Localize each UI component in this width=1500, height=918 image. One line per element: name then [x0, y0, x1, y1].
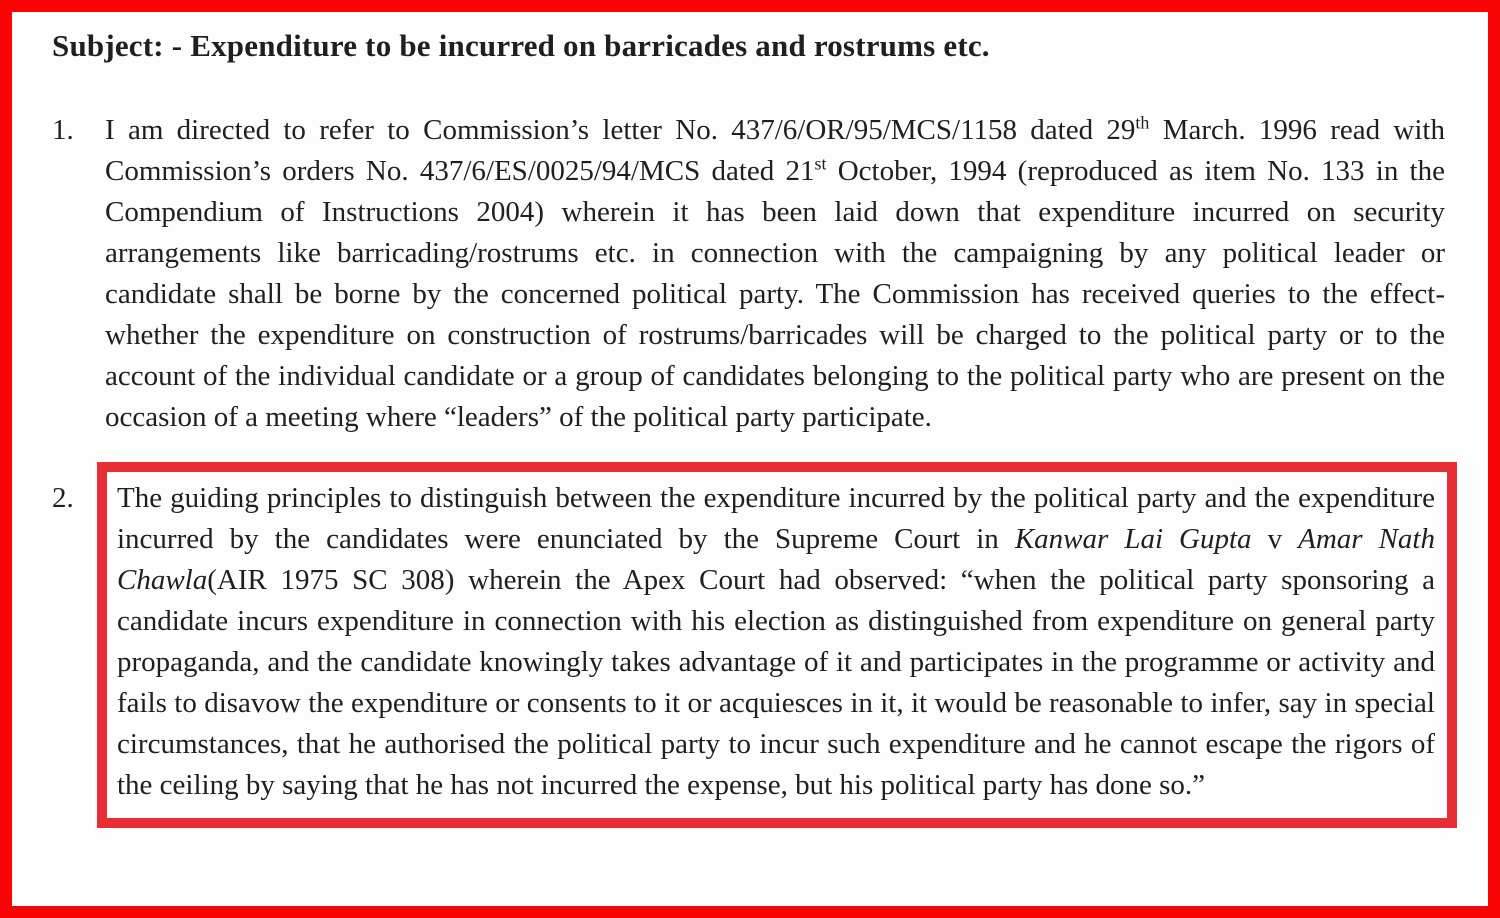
document-content [12, 12, 1488, 828]
paragraph-2-text: The guiding principles to distinguish between the expenditure incurred by the political party and the expenditure incurred by the candidates were enunciated by the Supreme Court in Kanwar Lai Gupta v Amar Nath Chawla(AIR 1975 SC 308) wherein the Apex Court had observed: “when the political party sponsoring a candidate incurs expenditure in connection with his election as distinguished from expenditure on general party propaganda, and the candidate knowingly takes advantage of it and participates in the programme or activity and fails to disavow the expenditure or consents to it or acquiesces in it, it would be reasonable to infer, say in special circumstances, that he authorised the political party to incur such expenditure and he cannot escape the rigors of the ceiling by saying that he has not incurred the expense, but his political party has done so.” [117, 482, 1435, 801]
paragraph-1-number: 1. [52, 114, 74, 146]
subject-line: Subject: - Expenditure to be incurred on barricades and rostrums etc. [52, 28, 990, 63]
paragraph-1 [40, 110, 1445, 438]
paragraph-2 [40, 462, 1445, 828]
paragraph-2-number: 2. [52, 482, 74, 514]
paragraph-1-text: I am directed to refer to Commission’s letter No. 437/6/OR/95/MCS/1158 dated 29th March. 1996 read with Commission’s orders No. 437/6/ES/0025/94/MCS dated 21st October, 1994 (reproduced as item No. 133 in the Compendium of Instructions 2004) wherein it has been laid down that expenditure incurred on security arrangements like barricading/rostrums etc. in connection with the campaigning by any political leader or candidate shall be borne by the concerned political party. The Commission has received queries to the effect-whether the expenditure on construction of rostrums/barricades will be charged to the political party or to the account of the individual candidate or a group of candidates belonging to the political party who are present on the occasion of a meeting where “leaders” of the political party participate. [105, 112, 1445, 433]
highlight-box [97, 462, 1457, 828]
